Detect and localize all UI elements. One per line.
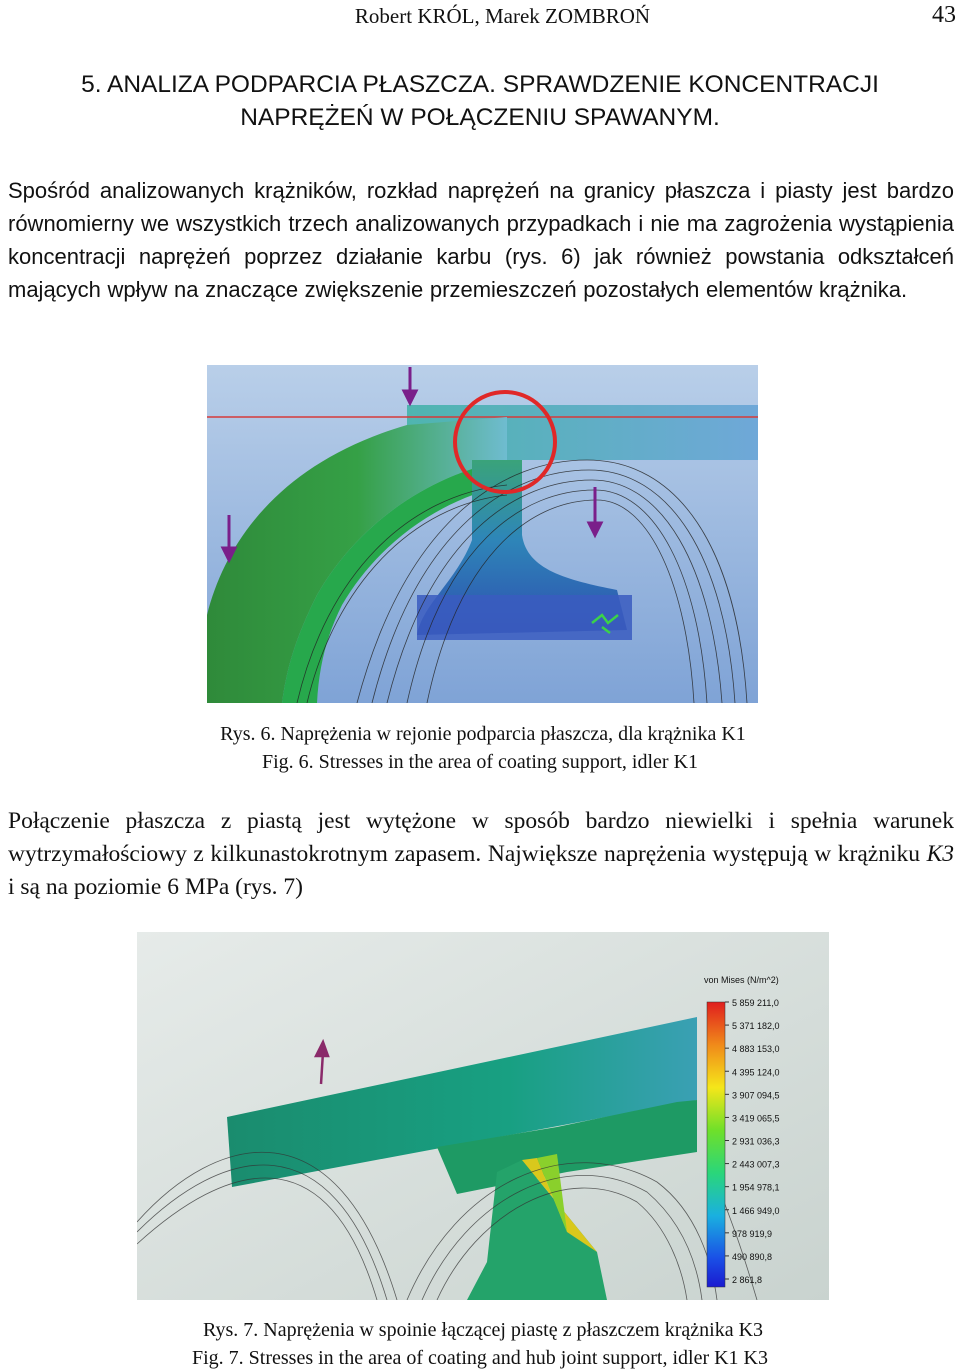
figure-6-caption-pl: Rys. 6. Naprężenia w rejonie podparcia płaszcza, dla krążnika K1 <box>220 723 746 745</box>
legend-value: 5 859 211,0 <box>732 998 779 1008</box>
legend-value: 2 443 007,3 <box>732 1159 780 1170</box>
legend-value: 490 890,8 <box>732 1251 773 1262</box>
section-heading-line1: 5. ANALIZA PODPARCIA PŁASZCZA. SPRAWDZENIE KONCENTRACJI <box>81 71 879 98</box>
figure-6-caption-en: Fig. 6. Stresses in the area of coating support, idler K1 <box>261 751 699 773</box>
figure-7-caption-en: Fig. 7. Stresses in the area of coating and hub joint support, idler K1 K3 <box>191 1347 768 1369</box>
legend-value: 2 931 036,3 <box>732 1136 780 1147</box>
legend-value: 978 919,9 <box>732 1228 773 1239</box>
legend-value: 1 954 978,1 <box>732 1182 780 1193</box>
section-heading <box>0 68 960 134</box>
legend-title: von Mises (N/m^2) <box>704 975 779 985</box>
running-header-authors: Robert KRÓL, Marek ZOMBROŃ <box>354 4 651 28</box>
figure-7-caption-pl: Rys. 7. Naprężenia w spoinie łączącej piastę z płaszczem krążnika K3 <box>202 1319 764 1341</box>
section-heading-line2: NAPRĘŻEŃ W POŁĄCZENIU SPAWANYM. <box>240 104 720 131</box>
figure-7-stress-render <box>137 932 829 1300</box>
figure-7-graphic <box>137 932 829 1300</box>
figure-6-graphic <box>207 365 758 703</box>
paragraph-joint-stress-text-1: Połączenie płaszcza z piastą jest wytężone w sposób bardzo niewielki i spełnia warunek wytrzymałościowy z kilkunastokrotnym zapasem. Największe naprężenia występują w krążniku <box>8 808 954 867</box>
legend-value: 1 466 949,0 <box>732 1205 780 1216</box>
idler-designation: K3 <box>926 841 954 867</box>
paragraph-joint-stress <box>8 805 954 904</box>
legend-value: 5 371 182,0 <box>732 1021 780 1032</box>
legend-color-bar <box>707 1002 725 1287</box>
page-number: 43 <box>932 2 956 28</box>
legend-value: 3 419 065,5 <box>732 1113 780 1124</box>
paragraph-support-analysis: Spośród analizowanych krążników, rozkład naprężeń na granicy płaszcza i piasty jest bardzo równomierny we wszystkich trzech analizowanych przypadkach i nie ma zagrożenia wystąpienia koncentracji naprężeń poprzez działanie karbu (rys. 6) jak również powstania odkształceń mających wpływ na znaczące zwiększenie przemieszczeń pozostałych elementów krążnika. <box>8 178 954 302</box>
paragraph-joint-stress-text-2: i są na poziomie 6 MPa (rys. 7) <box>8 874 304 900</box>
legend-value: 3 907 094,5 <box>732 1090 780 1101</box>
figure-6-stress-render <box>207 365 758 703</box>
legend-value: 2 861,8 <box>732 1275 763 1285</box>
legend-value: 4 883 153,0 <box>732 1044 780 1055</box>
legend-value: 4 395 124,0 <box>732 1067 780 1078</box>
